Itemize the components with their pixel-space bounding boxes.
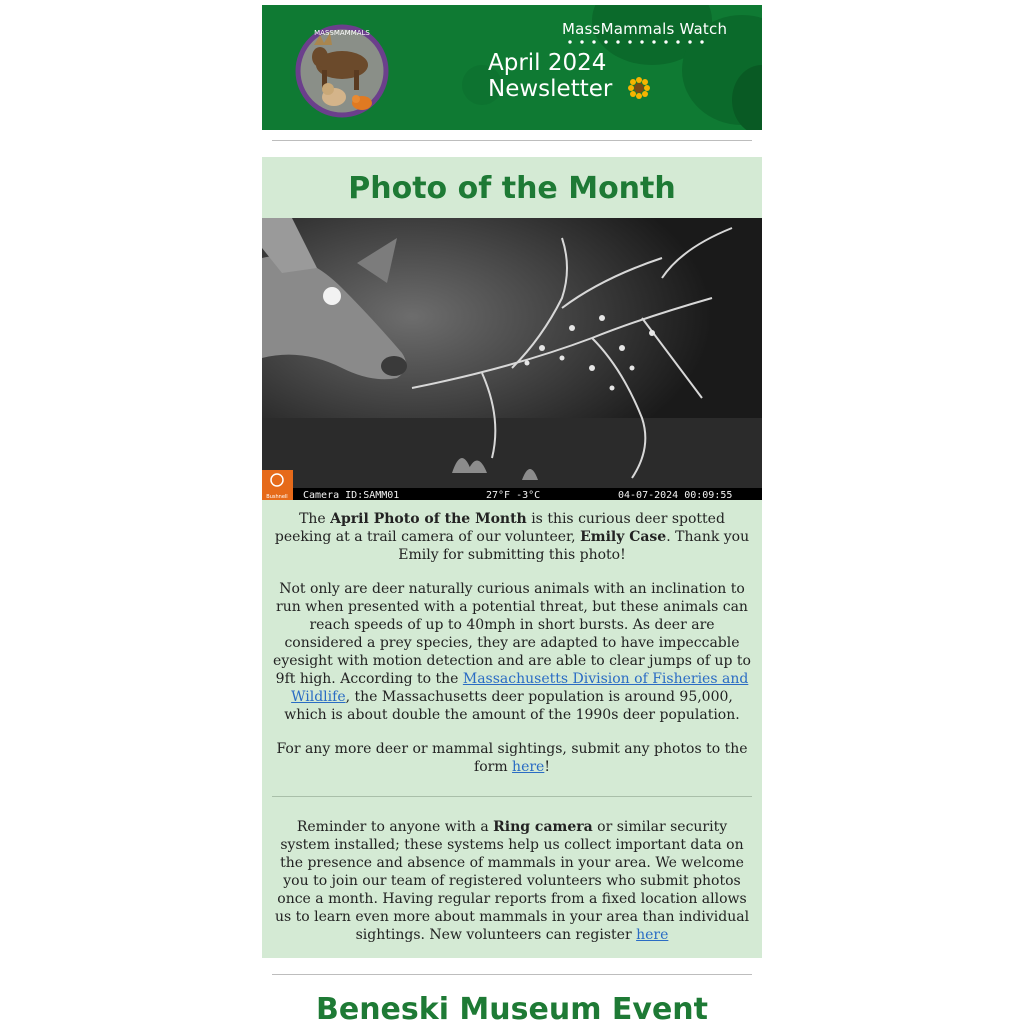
submit-form-link[interactable]: here [512,759,545,775]
section-divider [272,140,752,141]
register-link[interactable]: here [636,927,669,943]
photo-title-strong: April Photo of the Month [330,511,527,527]
newsletter-label: Newsletter [488,76,613,102]
camera-id: Camera ID:SAMM01 [303,490,400,500]
ring-camera-strong: Ring camera [493,819,593,835]
newsletter-banner [262,5,762,130]
submit-photos-paragraph: For any more deer or mammal sightings, submit any photos to the form here! [276,741,748,775]
ring-camera-paragraph: Reminder to anyone with a Ring camera or similar security system installed; these systems help us collect important data on the presence and absence of mammals in your area. We welcome you to join our team of registered volunteers who submit photos once a month. Having regular reports from a fixed location allows us to learn even more about mammals in your area than individual sightings. New volunteers can register here [274,819,750,943]
massmammals-logo [292,15,392,121]
newsletter-title [488,50,612,102]
newsletter-date: April 2024 [488,50,607,76]
sunflower-icon [628,77,650,99]
section-divider [272,974,752,975]
deer-facts-paragraph: Not only are deer naturally curious animals with an inclination to run when presented with a potential threat, but these animals can reach speeds of up to 40mph in short bursts. As deer are considered a prey species, they are adapted to have impeccable eyesight with motion detection and are able to clear jumps of up to 9ft high. According to the Massachusetts Division of Fisheries and Wildlife, the Massachusetts deer population is around 95,000, which is about double the amount of the 1990s deer population. [273,581,751,723]
photo-of-month-card [262,157,762,958]
card-divider [272,796,752,797]
dot-divider [564,39,710,45]
masswildlife-link[interactable]: Massachusetts Division of Fisheries and Wildlife [291,671,749,705]
intro-paragraph: The April Photo of the Month is this curious deer spotted peeking at a trail camera of our volunteer, Emily Case. Thank you Emily for submitting this photo! [274,511,750,563]
beneski-event-title: Beneski Museum Event [315,992,709,1027]
temperature: 27°F -3°C [486,490,541,500]
timestamp: 04-07-2024 00:09:55 [618,490,733,500]
svg-text:MASSMAMMALS: MASSMAMMALS [314,29,370,37]
svg-text:Bushnell: Bushnell [266,494,288,500]
section-title: Photo of the Month [348,171,676,206]
trail-camera-photo [262,218,762,500]
deer-image [262,218,762,500]
brand-name: MassMammals Watch [562,20,728,38]
volunteer-name: Emily Case [580,529,667,545]
